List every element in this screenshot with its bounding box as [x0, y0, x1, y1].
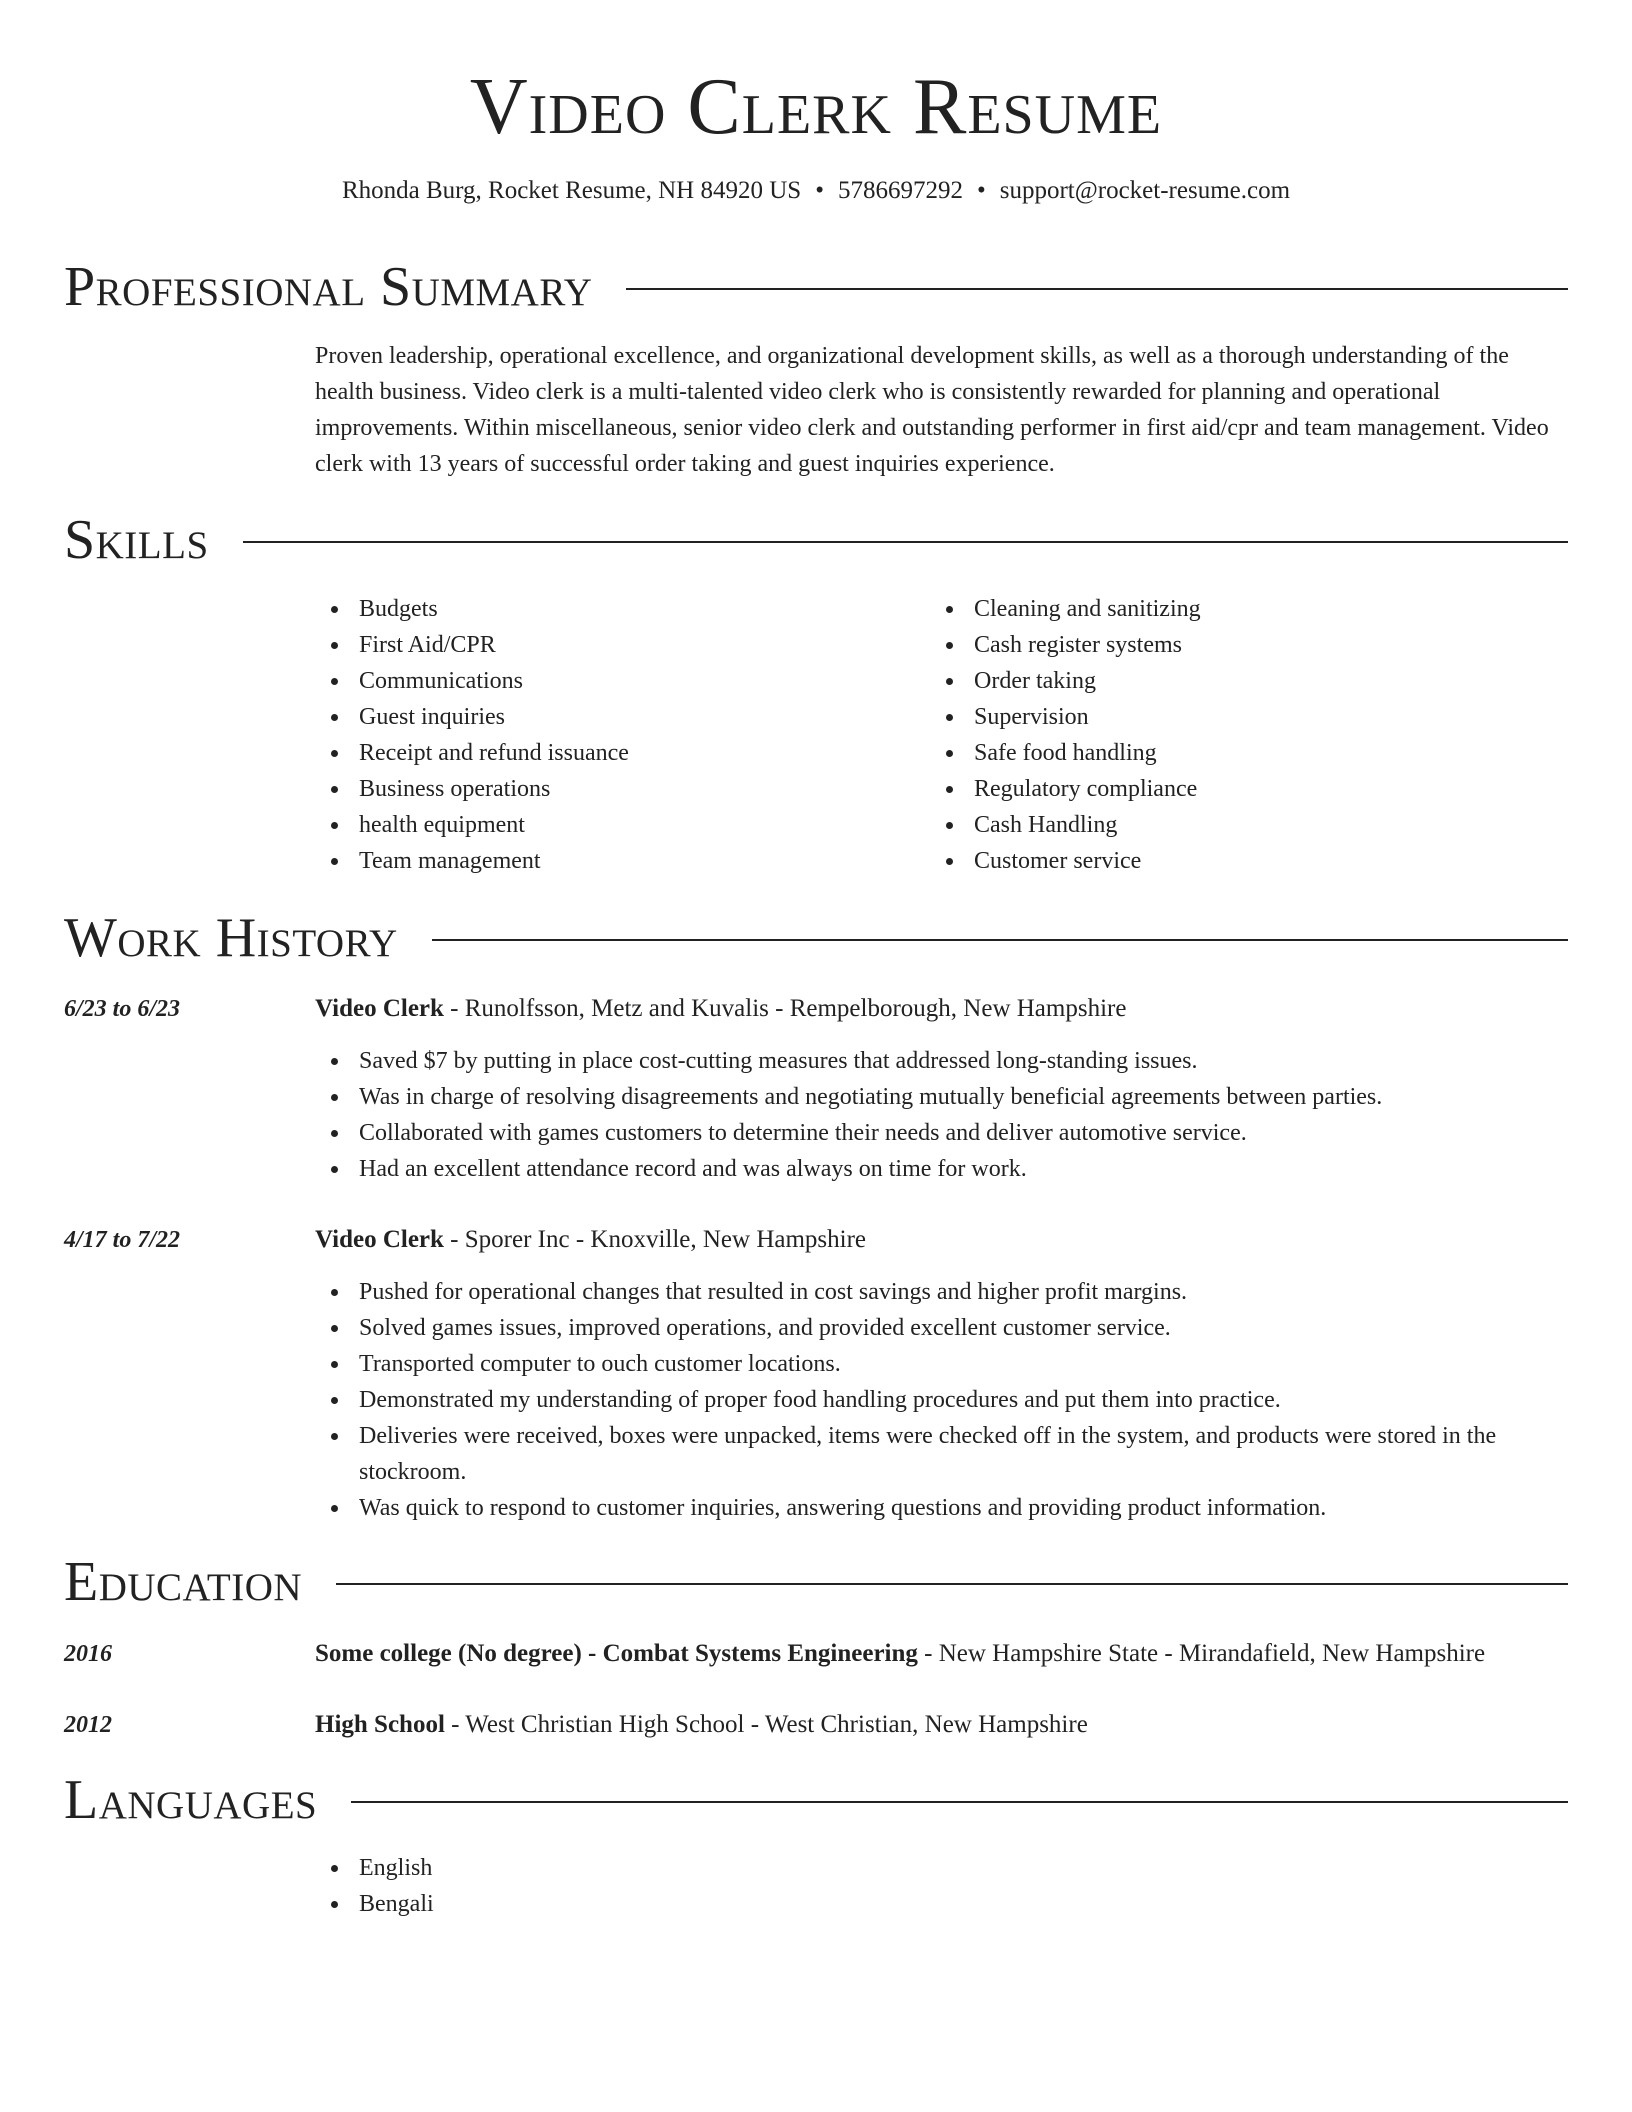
- skill-item: [930, 807, 1568, 843]
- section-divider: [351, 1801, 1568, 1803]
- bullet-icon: [946, 786, 953, 793]
- job-bullet-text: Pushed for operational changes that resulted in cost savings and higher profit margins.: [359, 1279, 1188, 1305]
- job-header: [315, 991, 1568, 1027]
- education-section-heading: [64, 1552, 1568, 1612]
- contact-line: [64, 174, 1568, 208]
- bullet-icon: [946, 858, 953, 865]
- job-bullet-text: Solved games issues, improved operations, and provided excellent customer service.: [359, 1315, 1171, 1341]
- job-bullet: [315, 1310, 1568, 1346]
- bullet-icon: [331, 1361, 338, 1368]
- skill-item: [315, 663, 915, 699]
- skills-section-heading: [64, 510, 1568, 570]
- skill-item-text: Regulatory compliance: [974, 776, 1198, 802]
- work-heading-text: Work History: [64, 907, 398, 969]
- job-dates: 4/17 to 7/22: [64, 1227, 181, 1253]
- bullet-icon: [946, 750, 953, 757]
- job-bullet: [315, 1418, 1568, 1490]
- bullet-icon: [331, 1397, 338, 1404]
- job-title: Video Clerk: [315, 995, 444, 1022]
- skill-item: [930, 735, 1568, 771]
- bullet-icon: [331, 1505, 338, 1512]
- language-item-text: English: [359, 1855, 433, 1881]
- skill-item-text: Safe food handling: [974, 740, 1157, 766]
- bullet-icon: [331, 1130, 338, 1137]
- bullet-icon: [331, 822, 338, 829]
- job-bullet: [315, 1079, 1568, 1115]
- skill-item-text: Business operations: [359, 776, 551, 802]
- contact-email[interactable]: support@rocket-resume.com: [999, 177, 1291, 204]
- job-bullet-text: Demonstrated my understanding of proper food handling procedures and put them into practice.: [359, 1387, 1281, 1413]
- contact-address: Rhonda Burg, Rocket Resume, NH 84920 US: [341, 177, 802, 204]
- language-item: [315, 1886, 1568, 1922]
- job-bullet-list: [315, 1043, 1568, 1187]
- bullet-icon: [331, 1166, 338, 1173]
- skill-item-text: Cleaning and sanitizing: [974, 596, 1201, 622]
- job-bullet: [315, 1346, 1568, 1382]
- job-bullet: [315, 1490, 1568, 1526]
- skill-item-text: Supervision: [974, 704, 1089, 730]
- job-bullets: [315, 1274, 1568, 1526]
- skill-item-text: Communications: [359, 668, 523, 694]
- skills-list-right: [930, 591, 1568, 879]
- education-heading-text: Education: [64, 1551, 303, 1613]
- skill-item-text: Order taking: [974, 668, 1096, 694]
- skill-item: [315, 807, 915, 843]
- section-divider: [432, 939, 1568, 941]
- bullet-icon: [331, 858, 338, 865]
- bullet-icon: [331, 1865, 338, 1872]
- skill-item: [315, 591, 915, 627]
- job-bullet-text: Transported computer to ouch customer locations.: [359, 1351, 841, 1377]
- skill-item: [315, 735, 915, 771]
- job-bullets: [315, 1043, 1568, 1187]
- section-divider: [336, 1583, 1568, 1585]
- job-bullet-list: [315, 1274, 1568, 1526]
- skill-item: [315, 771, 915, 807]
- skill-item-text: Cash register systems: [974, 632, 1182, 658]
- bullet-icon: [331, 714, 338, 721]
- bullet-icon: [331, 606, 338, 613]
- education-details: - West Christian High School - West Christian, New Hampshire: [444, 1711, 1088, 1738]
- education-entry: [315, 1636, 1568, 1672]
- skill-item-text: Guest inquiries: [359, 704, 505, 730]
- skill-item-text: Cash Handling: [974, 812, 1118, 838]
- education-year: 2016: [64, 1641, 112, 1667]
- bullet-icon: [946, 606, 953, 613]
- bullet-icon: [946, 822, 953, 829]
- job-bullet: [315, 1115, 1568, 1151]
- bullet-icon: [331, 1058, 338, 1065]
- language-item-text: Bengali: [359, 1891, 434, 1917]
- job-bullet-text: Had an excellent attendance record and was always on time for work.: [359, 1156, 1027, 1182]
- skill-item: [930, 591, 1568, 627]
- job-bullet: [315, 1151, 1568, 1187]
- skill-item: [930, 771, 1568, 807]
- job-bullet-text: Deliveries were received, boxes were unpacked, items were checked off in the system, and products were stored in the stockroom.: [359, 1423, 1497, 1485]
- job-bullet-text: Collaborated with games customers to determine their needs and deliver automotive service.: [359, 1120, 1247, 1146]
- summary-heading-text: Professional Summary: [64, 256, 593, 318]
- skill-item: [930, 663, 1568, 699]
- bullet-icon: [331, 1901, 338, 1908]
- work-section-heading: [64, 908, 1568, 968]
- education-details: - New Hampshire State - Mirandafield, New Hampshire: [917, 1640, 1486, 1667]
- bullet-icon: [331, 1094, 338, 1101]
- job-bullet-text: Saved $7 by putting in place cost-cutting measures that addressed long-standing issues.: [359, 1048, 1198, 1074]
- job-bullet: [315, 1043, 1568, 1079]
- job-title: Video Clerk: [315, 1226, 444, 1253]
- contact-phone: 5786697292: [837, 177, 963, 204]
- resume-title: Video Clerk Resume: [469, 63, 1163, 151]
- education-entry: [315, 1707, 1568, 1743]
- bullet-icon: [331, 678, 338, 685]
- languages-section-heading: [64, 1770, 1568, 1830]
- skill-item: [930, 843, 1568, 879]
- skill-item-text: Team management: [359, 848, 541, 874]
- summary-text: Proven leadership, operational excellence, and organizational development skills, as well as a thorough understanding of the health business. Video clerk is a multi-talented video clerk who is consistently rewarded for planning and operational improvements. Within miscellaneous, senior video clerk and outstanding performer in first aid/cpr and team management. Video clerk with 13 years of successful order taking and guest inquiries experience.: [315, 343, 1549, 477]
- section-divider: [626, 288, 1568, 290]
- skill-item: [315, 699, 915, 735]
- contact-separator: •: [815, 177, 824, 204]
- skills-list-left: [315, 591, 915, 879]
- job-details: - Runolfsson, Metz and Kuvalis - Rempelborough, New Hampshire: [443, 995, 1127, 1022]
- languages-heading-text: Languages: [64, 1769, 318, 1831]
- bullet-icon: [331, 786, 338, 793]
- bullet-icon: [331, 642, 338, 649]
- contact-separator: •: [976, 177, 986, 204]
- job-bullet: [315, 1274, 1568, 1310]
- skill-item-text: Receipt and refund issuance: [359, 740, 629, 766]
- skill-item-text: Customer service: [974, 848, 1142, 874]
- languages-block: [315, 1850, 1568, 1922]
- skill-item: [315, 843, 915, 879]
- education-degree: High School: [315, 1711, 445, 1738]
- job-bullet: [315, 1382, 1568, 1418]
- job-bullet-text: Was quick to respond to customer inquiries, answering questions and providing product information.: [359, 1495, 1327, 1521]
- bullet-icon: [331, 750, 338, 757]
- skill-item-text: health equipment: [359, 812, 525, 838]
- bullet-icon: [946, 642, 953, 649]
- job-bullet-text: Was in charge of resolving disagreements and negotiating mutually beneficial agreements between parties.: [359, 1084, 1383, 1110]
- skills-column-right: [930, 591, 1568, 879]
- summary-section-heading: [64, 257, 1568, 317]
- section-divider: [243, 541, 1568, 543]
- skill-item-text: First Aid/CPR: [359, 632, 496, 658]
- skill-item: [930, 699, 1568, 735]
- education-year: 2012: [64, 1712, 112, 1738]
- skill-item-text: Budgets: [359, 596, 438, 622]
- bullet-icon: [331, 1289, 338, 1296]
- job-header: [315, 1222, 1568, 1258]
- bullet-icon: [331, 1433, 338, 1440]
- skill-item: [930, 627, 1568, 663]
- education-degree: Some college (No degree) - Combat Systems Engineering: [315, 1640, 918, 1667]
- bullet-icon: [946, 678, 953, 685]
- job-details: - Sporer Inc - Knoxville, New Hampshire: [443, 1226, 867, 1253]
- job-dates: 6/23 to 6/23: [64, 996, 181, 1022]
- bullet-icon: [946, 714, 953, 721]
- skills-column-left: [315, 591, 915, 879]
- language-item: [315, 1850, 1568, 1886]
- languages-list: [315, 1850, 1568, 1922]
- bullet-icon: [331, 1325, 338, 1332]
- skill-item: [315, 627, 915, 663]
- skills-heading-text: Skills: [64, 509, 209, 571]
